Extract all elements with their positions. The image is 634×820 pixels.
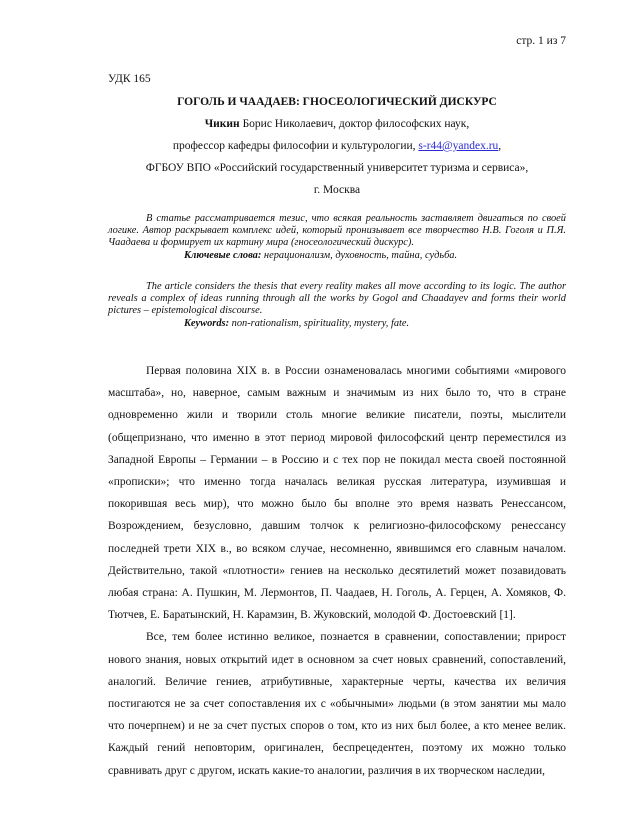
keywords-en-list: non-rationalism, spirituality, mystery, fate. (229, 317, 410, 329)
city: г. Москва (313, 184, 361, 196)
abstract-ru-text: В статье рассматривается тезис, что всякая реальность заставляет двигаться по своей логике. Автор раскрывает комплекс идей, который пронизывает все творчество Н.В. Гоголя и П.Я. Чаадаева и формирует их картину мира (гносеологический дискурс). (108, 213, 566, 249)
udk-code: УДК 165 (108, 73, 151, 85)
article-body (108, 360, 566, 782)
abstract-ru (108, 213, 566, 262)
position-tail: , (498, 140, 502, 152)
keywords-en-label: Keywords: (184, 317, 230, 329)
keywords-ru-list: нерационализм, духовность, тайна, судьба. (261, 249, 458, 261)
affiliation: ФГБОУ ВПО «Российский государственный университет туризма и сервиса», (145, 162, 529, 174)
abstract-en-text: The article considers the thesis that every reality makes all move according to its logic. The author reveals a complex of ideas running through all the works by Gogol and Chaadayev and forms their world pictures – epistemological discourse. (108, 281, 566, 317)
body-paragraph-2: Все, тем более истинно великое, познается в сравнении, сопоставлении; прирост нового знания, новых открытий идет в основном за счет новых сравнений, сопоставлений, аналогий. Величие гениев, атрибутивные, характерные черты, качества их величия постигаются не за счет сопоставления их с «обычными» людьми (в этом занятии мы мало что почерпнем) и не за счет пустых споров о том, кто из них был более, а кто менее велик. Каждый гений неповторим, оригинален, беспрецедентен, поэтому их можно только сравнивать друг с другом, искать какие-то аналогии, различия в их творческом наследии, (108, 631, 566, 777)
body-paragraph-1: Первая половина XIX в. в России ознаменовалась многими событиями «мирового масштаба», но, наверное, самым важным и значимым из них было то, что в стране одновременно жили и творили столь многие великие писатели, поэты, мыслители (общепризнано, что именно в этот период мировой философский центр переместился из Западной Европы – Германии – в Россию и с тех пор не покидал места своей постоянной «прописки»; что именно тогда началась великая русская литература, изумившая и покорившая весь мир), что можно было бы вполне это время назвать Ренессансом, Возрождением, безусловно, давшим толчок к религиозно-философскому ренессансу последней трети XIX в., во всяком случае, несомненно, явившимся его славным началом. Действительно, такой «плотности» гениев на несколько десятилетий может позавидовать любая страна: А. Пушкин, М. Лермонтов, П. Чаадаев, Н. Гоголь, А. Герцен, А. Хомяков, Ф. Тютчев, Е. Баратынский, Н. Карамзин, В. Жуковский, молодой Ф. Достоевский [1]. (108, 365, 566, 622)
author-email-link[interactable]: s-r44@yandex.ru (418, 140, 499, 152)
page-number: стр. 1 из 7 (516, 35, 566, 47)
keywords-en (108, 318, 566, 330)
keywords-ru (108, 250, 566, 262)
author-details: Борис Николаевич, доктор философских наук, (239, 118, 470, 130)
author-line (108, 118, 566, 130)
position-line (108, 140, 566, 152)
article-title: ГОГОЛЬ И ЧААДАЕВ: ГНОСЕОЛОГИЧЕСКИЙ ДИСКУРС (177, 96, 497, 108)
position-text: профессор кафедры философии и культурологии, (172, 140, 419, 152)
keywords-ru-label: Ключевые слова: (184, 249, 262, 261)
abstract-en (108, 281, 566, 330)
author-surname: Чикин (204, 118, 240, 130)
